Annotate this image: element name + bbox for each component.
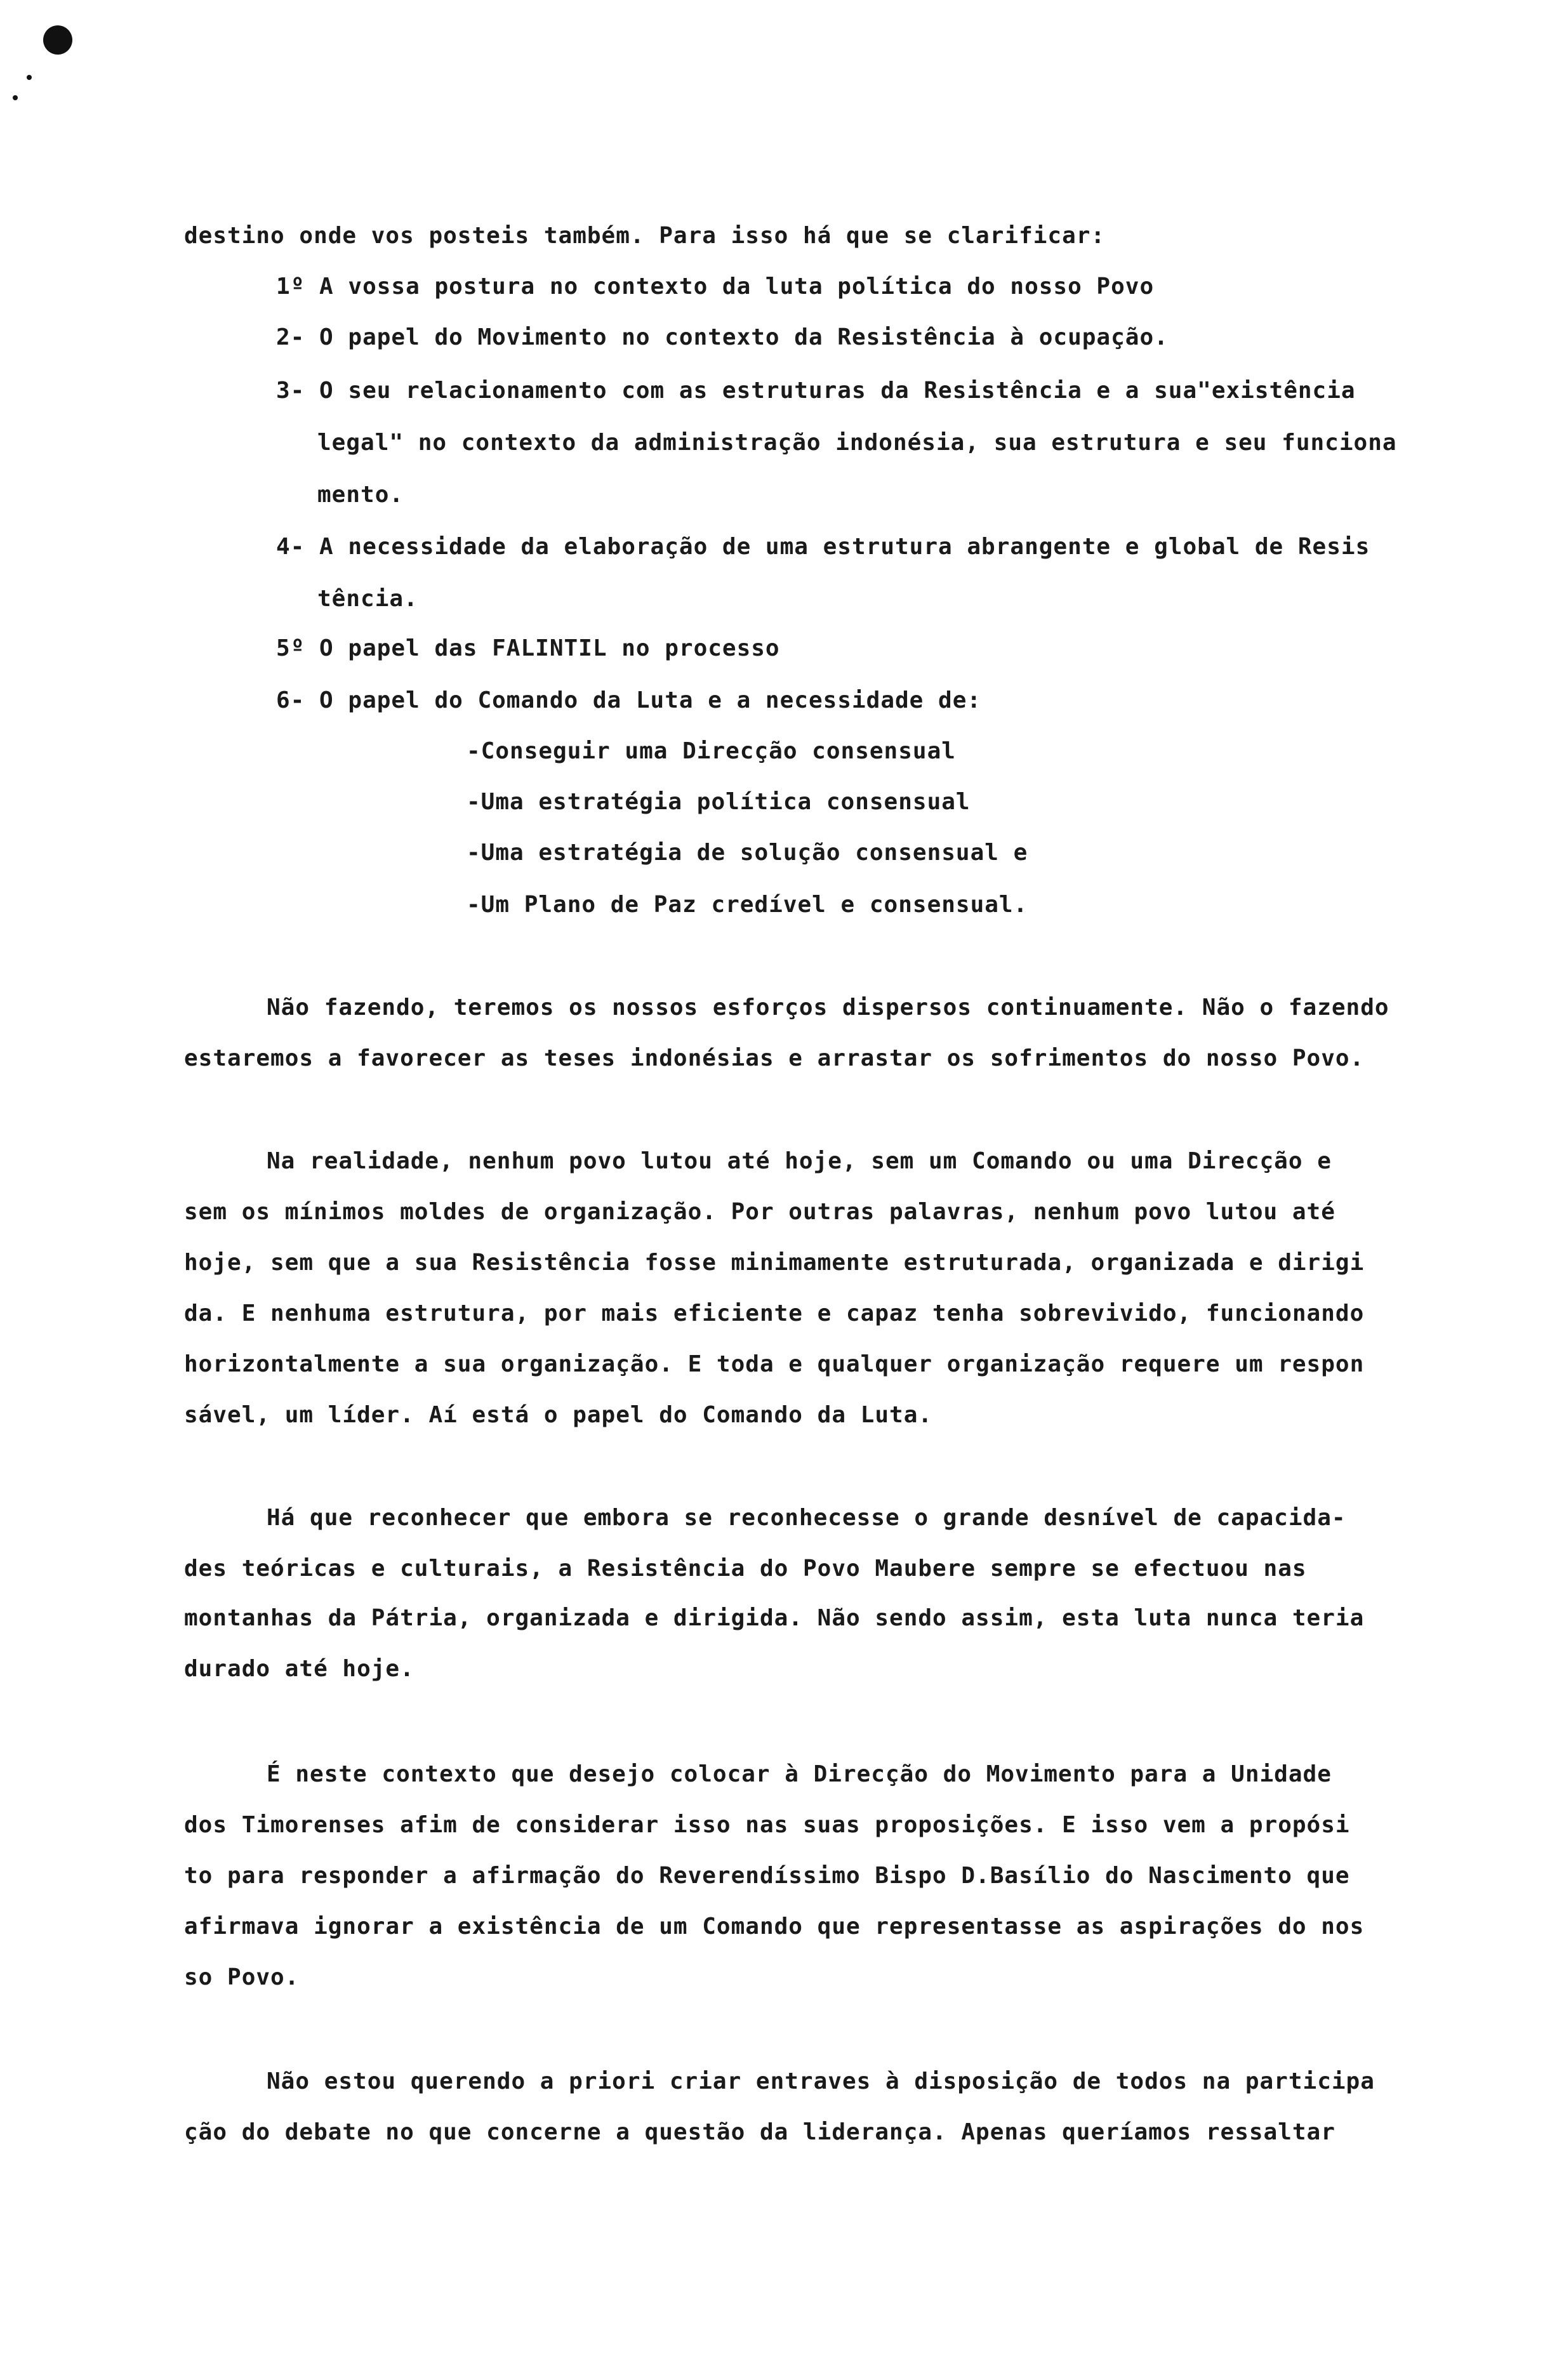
paragraph-line: Não fazendo, teremos os nossos esforços dispersos continuamente. Não o fazendo (267, 995, 1389, 1021)
punch-hole-mark (43, 25, 72, 55)
list-item-text: O papel do Comando da Luta e a necessidade de: (319, 687, 982, 713)
list-item-text: A necessidade da elaboração de uma estrutura abrangente e global de Resis (319, 534, 1370, 560)
sub-item: -Conseguir uma Direcção consensual (467, 738, 956, 764)
paragraph-line: É neste contexto que desejo colocar à Direcção do Movimento para a Unidade (267, 1761, 1332, 1787)
list-item-4 (276, 533, 1370, 561)
list-item-text: A vossa postura no contexto da luta política do nosso Povo (319, 274, 1155, 300)
intro-line: destino onde vos posteis também. Para isso há que se clarificar: (184, 223, 1106, 249)
paragraph-line: horizontalmente a sua organização. E toda e qualquer organização requere um respon (184, 1351, 1365, 1377)
sub-item: -Uma estratégia de solução consensual e (467, 840, 1028, 866)
paragraph-line: durado até hoje. (184, 1656, 414, 1682)
paragraph-line: hoje, sem que a sua Resistência fosse minimamente estruturada, organizada e dirigi (184, 1250, 1365, 1276)
paragraph-line: da. E nenhuma estrutura, por mais eficiente e capaz tenha sobrevivido, funcionando (184, 1300, 1365, 1326)
list-item-3-continuation: legal" no contexto da administração indonésia, sua estrutura e seu funciona (317, 430, 1397, 456)
list-item-text: O papel das FALINTIL no processo (319, 635, 780, 661)
paragraph-line: Não estou querendo a priori criar entraves à disposição de todos na participa (267, 2068, 1375, 2094)
list-item-number: 1º (276, 274, 305, 300)
list-item-2 (276, 324, 1169, 352)
paragraph-line: sável, um líder. Aí está o papel do Comando da Luta. (184, 1402, 933, 1428)
list-item-number: 5º (276, 635, 305, 661)
list-item-5 (276, 635, 780, 663)
list-item-4-continuation: tência. (317, 586, 418, 612)
sub-item: -Uma estratégia política consensual (467, 789, 971, 815)
paragraph-line: Na realidade, nenhum povo lutou até hoje, sem um Comando ou uma Direcção e (267, 1148, 1332, 1174)
scan-speck (13, 95, 18, 100)
list-item-3-continuation: mento. (317, 482, 404, 508)
sub-item: -Um Plano de Paz credível e consensual. (467, 892, 1028, 918)
list-item-text: O papel do Movimento no contexto da Resistência à ocupação. (319, 324, 1169, 350)
list-item-number: 6- (276, 687, 305, 713)
paragraph-line: des teóricas e culturais, a Resistência do Povo Maubere sempre se efectuou nas (184, 1556, 1307, 1582)
paragraph-line: ção do debate no que concerne a questão da liderança. Apenas queríamos ressaltar (184, 2119, 1335, 2145)
list-item-text: O seu relacionamento com as estruturas da Resistência e a sua"existência (319, 378, 1356, 404)
list-item-number: 3- (276, 378, 305, 404)
list-item-6 (276, 687, 981, 715)
paragraph-line: dos Timorenses afim de considerar isso nas suas proposições. E isso vem a propósi (184, 1812, 1350, 1838)
list-item-1 (276, 273, 1154, 301)
paragraph-line: estaremos a favorecer as teses indonésias e arrastar os sofrimentos do nosso Povo. (184, 1045, 1365, 1071)
paragraph-line: to para responder a afirmação do Reverendíssimo Bispo D.Basílio do Nascimento que (184, 1863, 1350, 1889)
list-item-3 (276, 377, 1356, 405)
paragraph-line: afirmava ignorar a existência de um Comando que representasse as aspirações do nos (184, 1914, 1365, 1940)
paragraph-line: montanhas da Pátria, organizada e dirigida. Não sendo assim, esta luta nunca teria (184, 1605, 1365, 1631)
scan-speck (27, 75, 32, 80)
list-item-number: 4- (276, 534, 305, 560)
paragraph-line: sem os mínimos moldes de organização. Por outras palavras, nenhum povo lutou até (184, 1199, 1335, 1225)
paragraph-line: so Povo. (184, 1964, 300, 1990)
paragraph-line: Há que reconhecer que embora se reconhecesse o grande desnível de capacida- (267, 1505, 1346, 1531)
list-item-number: 2- (276, 324, 305, 350)
